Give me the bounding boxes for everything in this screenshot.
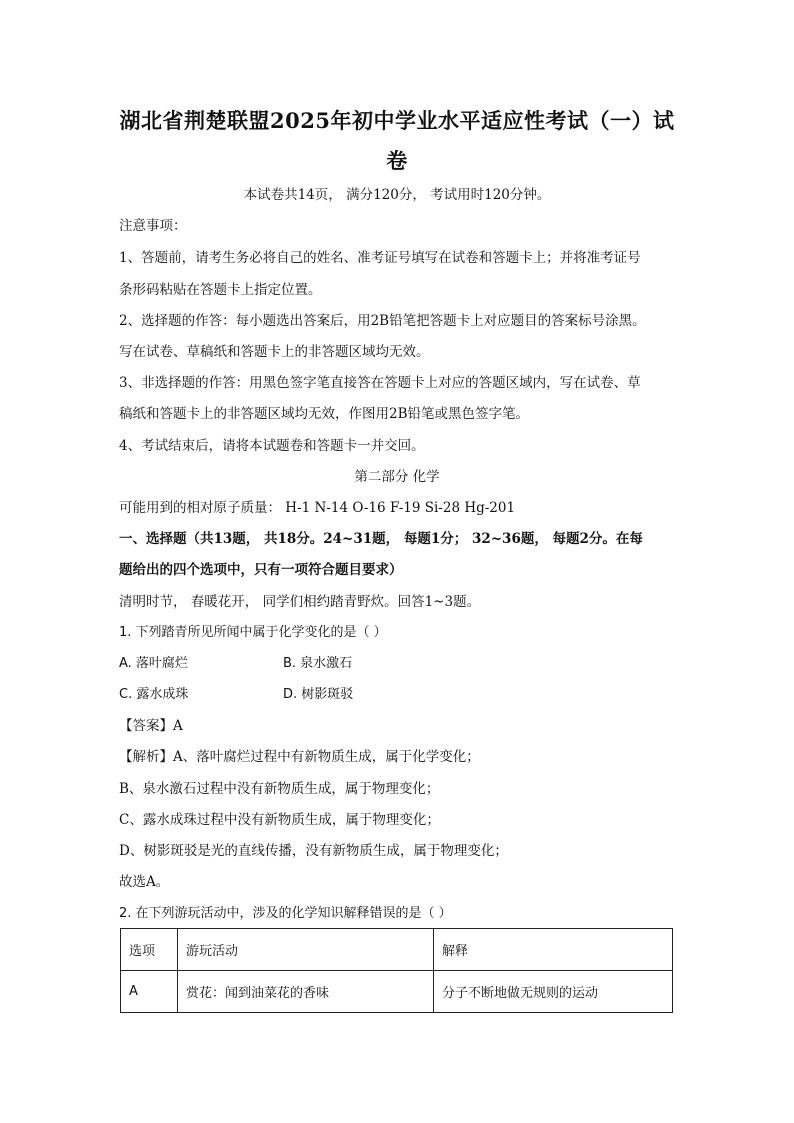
q1-option-a: A. 落叶腐烂 [119,656,188,671]
table-header-cell: 解释 [434,929,673,971]
passage-intro: 清明时节， 春暖花开， 同学们相约踏青野炊。回答1~3题。 [119,594,481,610]
table-cell: A [121,971,178,1013]
note-line: 3、非选择题的作答：用黑色签字笔直接答在答题卡上对应的答题区域内，写在试卷、草 [119,375,641,391]
section-heading: 一、选择题（共13题， 共18分。24~31题， 每题1分； 32~36题， 每题2分。在每 [119,531,643,547]
atomic-masses: 可能用到的相对原子质量： H-1 N-14 O-16 F-19 Si-28 Hg-201 [119,500,516,516]
note-line: 1、答题前，请考生务必将自己的姓名、准考证号填写在试卷和答题卡上；并将准考证号 [119,250,641,266]
note-line: 2、选择题的作答：每小题选出答案后，用2B铅笔把答题卡上对应题目的答案标号涂黑。 [119,313,646,329]
table-row [121,971,673,1013]
q1-analysis-line: B、泉水激石过程中没有新物质生成，属于物理变化； [119,781,440,797]
note-line: 写在试卷、草稿纸和答题卡上的非答题区域均无效。 [119,344,430,360]
exam-info: 本试卷共14页， 满分120分， 考试用时120分钟。 [243,187,551,203]
title-line-2: 卷 [386,148,408,173]
section-heading: 题给出的四个选项中，只有一项符合题目要求） [119,562,403,578]
q1-analysis-line: 故选A。 [119,874,170,890]
note-line: 条形码粘贴在答题卡上指定位置。 [119,282,322,298]
note-line: 稿纸和答题卡上的非答题区域均无效，作图用2B铅笔或黑色签字笔。 [119,406,530,422]
table-cell: 赏花：闻到油菜花的香味 [178,971,434,1013]
table-header-row [121,929,673,971]
q1-option-d: D. 树影斑驳 [283,687,354,702]
q1-answer: 【答案】A [119,718,183,734]
question-2-stem: 2. 在下列游玩活动中，涉及的化学知识解释错误的是（ ） [119,906,452,921]
q1-option-c: C. 露水成珠 [119,687,189,702]
title-line-1: 湖北省荆楚联盟2025年初中学业水平适应性考试（一）试 [119,108,675,133]
q1-analysis-line: D、树影斑驳是光的直线传播，没有新物质生成，属于物理变化； [119,843,508,859]
notes-heading: 注意事项： [119,218,187,234]
table-header-cell: 选项 [121,929,178,971]
note-line: 4、考试结束后，请将本试题卷和答题卡一并交回。 [119,438,425,454]
part-heading: 第二部分 化学 [354,469,440,485]
question-1-stem: 1. 下列踏青所见所闻中属于化学变化的是（ ） [119,625,387,640]
q1-option-b: B. 泉水激石 [283,656,353,671]
table-cell: 分子不断地做无规则的运动 [434,971,673,1013]
q1-analysis-line: 【解析】A、落叶腐烂过程中有新物质生成，属于化学变化； [119,749,480,765]
q1-analysis-line: C、露水成珠过程中没有新物质生成，属于物理变化； [119,812,440,828]
table-header-cell: 游玩活动 [178,929,434,971]
q2-table [120,928,673,1013]
page-title [100,101,694,181]
